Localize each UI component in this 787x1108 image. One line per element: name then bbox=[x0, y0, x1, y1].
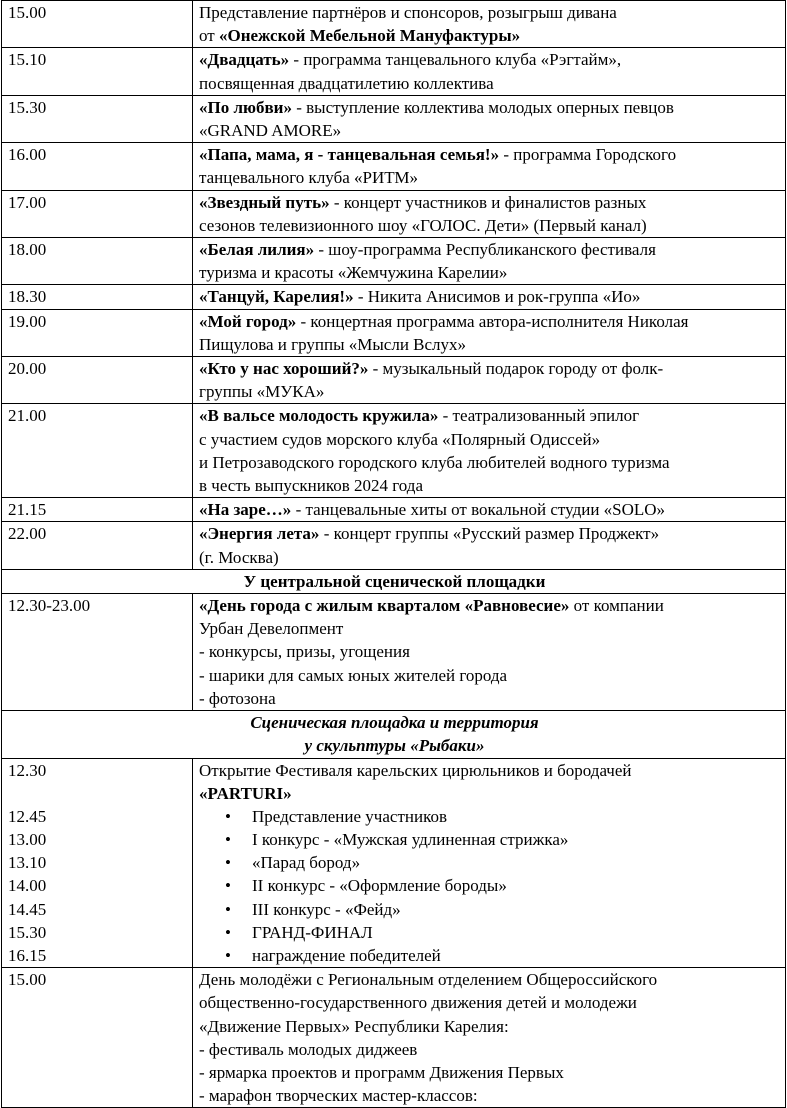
list-item: • Представление участников bbox=[225, 805, 781, 828]
time-entry: 13.00 bbox=[8, 830, 47, 850]
description-text: - театрализованный эпилог bbox=[438, 406, 640, 426]
description-cell bbox=[193, 190, 786, 237]
schedule-table bbox=[1, 0, 786, 1108]
event-title: «День города с жилым кварталом «Равновесие» bbox=[199, 596, 570, 616]
description-line bbox=[199, 357, 781, 380]
description-line: - марафон творческих мастер-классов: bbox=[199, 1086, 478, 1106]
table-row bbox=[2, 404, 786, 498]
time-entry: 12.30 bbox=[8, 760, 47, 780]
time-cell: 18.30 bbox=[2, 285, 193, 309]
time-entry: 14.45 bbox=[8, 899, 47, 919]
section-heading-central-stage: У центральной сценической площадки bbox=[2, 569, 786, 593]
description-text: - шоу-программа Республиканского фестиваля bbox=[314, 240, 656, 260]
event-title: «Белая лилия» bbox=[199, 240, 315, 260]
list-item: • награждение победителей bbox=[225, 944, 781, 967]
description-line: «Движение Первых» Республики Карелия: bbox=[199, 1016, 509, 1036]
sponsor-name: «Онежской Мебельной Мануфактуры» bbox=[218, 26, 521, 46]
time-cell: 15.00 bbox=[2, 968, 193, 1108]
event-title: «По любви» bbox=[199, 97, 292, 117]
table-row bbox=[2, 143, 786, 190]
description-cell bbox=[193, 594, 786, 711]
time-cell: 15.30 bbox=[2, 95, 193, 142]
description-line bbox=[199, 594, 781, 617]
description-line: (г. Москва) bbox=[199, 547, 279, 567]
section-row bbox=[2, 569, 786, 593]
description-text: - концерт группы «Русский размер Проджект» bbox=[319, 524, 660, 544]
description-line: с участием судов морского клуба «Полярный Одиссей» bbox=[199, 429, 601, 449]
description-text: от компании bbox=[569, 596, 664, 616]
description-cell bbox=[193, 404, 786, 498]
description-cell bbox=[193, 95, 786, 142]
table-row bbox=[2, 309, 786, 356]
time-cell: 17.00 bbox=[2, 190, 193, 237]
time-cell: 20.00 bbox=[2, 357, 193, 404]
description-line: и Петрозаводского городского клуба любителей водного туризма bbox=[199, 452, 670, 472]
description-line: танцевального клуба «РИТМ» bbox=[199, 168, 419, 188]
description-cell bbox=[193, 143, 786, 190]
description-cell bbox=[193, 968, 786, 1108]
table-row bbox=[2, 968, 786, 1108]
list-item: • ГРАНД-ФИНАЛ bbox=[225, 921, 781, 944]
table-row bbox=[2, 190, 786, 237]
description-cell bbox=[193, 1, 786, 48]
description-line: Урбан Девелопмент bbox=[199, 619, 344, 639]
description-cell bbox=[193, 309, 786, 356]
section-heading-fishermen-sculpture bbox=[2, 711, 786, 758]
description-text: - концертная программа автора-исполнителя Николая bbox=[296, 311, 689, 331]
time-entry: 12.45 bbox=[8, 806, 47, 826]
event-title: «Кто у нас хороший?» bbox=[199, 359, 369, 379]
description-line bbox=[199, 48, 781, 71]
event-title: «В вальсе молодость кружила» bbox=[199, 406, 439, 426]
time-cell: 15.00 bbox=[2, 1, 193, 48]
description-cell bbox=[193, 522, 786, 569]
description-line: Пищулова и группы «Мысли Вслух» bbox=[199, 334, 467, 354]
time-entry bbox=[8, 782, 188, 805]
description-line: Представление партнёров и спонсоров, розыгрыш дивана bbox=[199, 3, 617, 22]
description-line: Открытие Фестиваля карельских цирюльников и бородачей bbox=[199, 760, 632, 780]
time-cell: 19.00 bbox=[2, 309, 193, 356]
description-cell bbox=[193, 238, 786, 285]
time-entry: 15.30 bbox=[8, 922, 47, 942]
description-line bbox=[199, 498, 781, 521]
description-line: туризма и красоты «Жемчужина Карелии» bbox=[199, 263, 508, 283]
table-row bbox=[2, 1, 786, 48]
description-cell bbox=[193, 285, 786, 309]
table-row bbox=[2, 285, 786, 309]
description-text: от bbox=[199, 26, 219, 46]
list-item: • III конкурс - «Фейд» bbox=[225, 898, 781, 921]
description-line bbox=[199, 191, 781, 214]
time-entry: 13.10 bbox=[8, 853, 47, 873]
description-text: - Никита Анисимов и рок-группа «Ио» bbox=[353, 287, 641, 307]
section-heading-line: Сценическая площадка и территория bbox=[250, 713, 539, 733]
time-cell: 16.00 bbox=[2, 143, 193, 190]
event-title: «Папа, мама, я - танцевальная семья!» bbox=[199, 145, 500, 165]
description-line bbox=[199, 404, 781, 427]
description-line bbox=[199, 285, 781, 308]
description-line bbox=[199, 310, 781, 333]
description-line bbox=[199, 143, 781, 166]
event-title: «Звездный путь» bbox=[199, 192, 330, 212]
description-cell bbox=[193, 48, 786, 95]
description-line: - фестиваль молодых диджеев bbox=[199, 1039, 418, 1059]
table-row bbox=[2, 522, 786, 569]
description-line bbox=[199, 238, 781, 261]
description-line: сезонов телевизионного шоу «ГОЛОС. Дети» (Первый канал) bbox=[199, 215, 647, 235]
description-cell bbox=[193, 758, 786, 968]
table-row bbox=[2, 594, 786, 711]
time-cell: 21.15 bbox=[2, 498, 193, 522]
festival-name: «PARTURI» bbox=[199, 783, 292, 803]
description-text: - концерт участников и финалистов разных bbox=[329, 192, 647, 212]
event-title: «Танцуй, Карелия!» bbox=[199, 287, 354, 307]
description-text: - программа Городского bbox=[499, 145, 677, 165]
time-cell: 21.00 bbox=[2, 404, 193, 498]
bullet-list bbox=[225, 805, 781, 967]
time-cell: 22.00 bbox=[2, 522, 193, 569]
description-line bbox=[199, 96, 781, 119]
time-entry: 14.00 bbox=[8, 876, 47, 896]
event-title: «На заре…» bbox=[199, 500, 292, 520]
event-title: «Двадцать» bbox=[199, 50, 290, 70]
description-line: общественно-государственного движения детей и молодежи bbox=[199, 993, 637, 1013]
time-cell: 12.30-23.00 bbox=[2, 594, 193, 711]
description-line: День молодёжи с Региональным отделением Общероссийского bbox=[199, 970, 658, 990]
description-cell bbox=[193, 357, 786, 404]
description-cell bbox=[193, 498, 786, 522]
table-row bbox=[2, 758, 786, 968]
time-cell: 15.10 bbox=[2, 48, 193, 95]
description-line: - шарики для самых юных жителей города bbox=[199, 665, 508, 685]
table-row bbox=[2, 95, 786, 142]
list-item: • I конкурс - «Мужская удлиненная стрижка» bbox=[225, 828, 781, 851]
time-cell bbox=[2, 758, 193, 968]
description-text: - программа танцевального клуба «Рэгтайм», bbox=[289, 50, 622, 70]
description-line: - фотозона bbox=[199, 688, 276, 708]
event-title: «Энергия лета» bbox=[199, 524, 320, 544]
list-item: • II конкурс - «Оформление бороды» bbox=[225, 874, 781, 897]
description-line: группы «МУКА» bbox=[199, 382, 325, 402]
description-line: посвященная двадцатилетию коллектива bbox=[199, 73, 494, 93]
description-text: - музыкальный подарок городу от фолк- bbox=[368, 359, 664, 379]
list-item: • «Парад бород» bbox=[225, 851, 781, 874]
description-line bbox=[199, 522, 781, 545]
description-line bbox=[199, 24, 781, 47]
table-row bbox=[2, 357, 786, 404]
time-cell: 18.00 bbox=[2, 238, 193, 285]
section-heading-line: у скульптуры «Рыбаки» bbox=[304, 736, 485, 756]
description-line: - конкурсы, призы, угощения bbox=[199, 642, 410, 662]
description-text: - танцевальные хиты от вокальной студии «SOLO» bbox=[291, 500, 666, 520]
description-text: - выступление коллектива молодых оперных певцов bbox=[291, 97, 674, 117]
event-title: «Мой город» bbox=[199, 311, 297, 331]
description-line: в честь выпускников 2024 года bbox=[199, 476, 423, 496]
description-line: - ярмарка проектов и программ Движения Первых bbox=[199, 1063, 564, 1083]
table-row bbox=[2, 238, 786, 285]
section-row bbox=[2, 711, 786, 758]
table-row bbox=[2, 498, 786, 522]
description-line: «GRAND AMORE» bbox=[199, 121, 342, 141]
time-entry: 16.15 bbox=[8, 946, 47, 965]
table-row bbox=[2, 48, 786, 95]
